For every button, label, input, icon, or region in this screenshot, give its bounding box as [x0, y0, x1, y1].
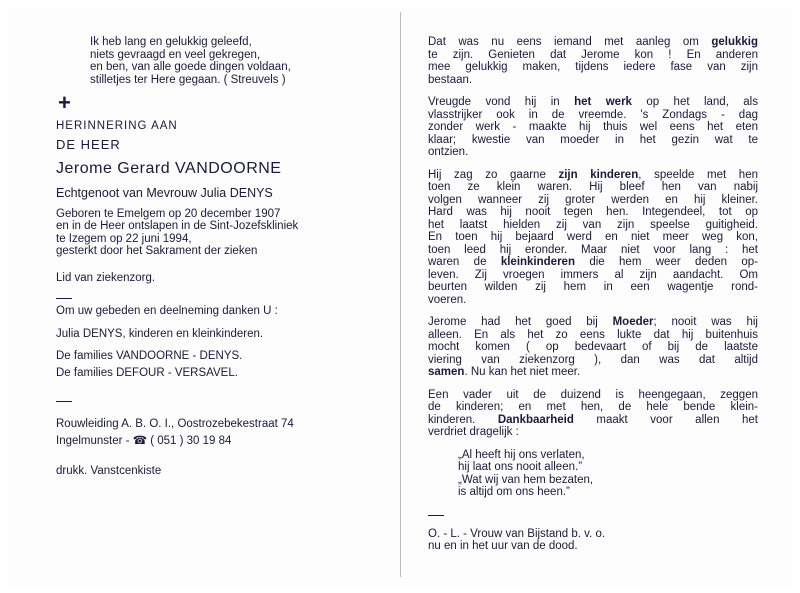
poem-line: niets gevraagd en veel gekregen, [90, 48, 261, 61]
paragraph-mother [428, 316, 758, 379]
text-line: viering van ziekenzorg ), dan was dat altijd [428, 353, 758, 366]
text-line: verdriet dragelijk : [428, 426, 519, 438]
opening-poem [90, 36, 386, 86]
text-line: het laatst hielden zij van zijn speelse guitigheid. [428, 218, 758, 231]
text-line: te zijn. Genieten dat Jerome kon ! En anderen [428, 48, 758, 61]
text-line: voeren. [428, 293, 467, 306]
funeral-phone-line: Ingelmunster - ☎ ( 051 ) 30 19 84 [56, 434, 232, 447]
text-line: klaar; kwestie van moeder in het gezin wat te [428, 133, 758, 146]
paragraph-father [428, 389, 758, 439]
fold-line [400, 12, 401, 577]
text-line: Hij zag zo gaarne zijn kinderen, speelde met hen [428, 168, 758, 181]
text-line: Dat was nu eens iemand met aanleg om gelukkig [428, 36, 758, 48]
text-line: toen leed hij eronder. Maar niet voor lang : het [428, 243, 758, 256]
cross-icon: + [58, 90, 71, 115]
separator [56, 401, 72, 402]
text-line: zonder werk - maakte hij thuis wel eens het eten [428, 121, 758, 133]
family-line: De families VANDOORNE - DENYS. [56, 350, 243, 362]
paragraph-children [428, 169, 758, 307]
text-line: Een vader uit de duizend is heengegaan, zeggen [428, 388, 758, 401]
text-line: Hard was hij nooit tegen hen. Integendeel, tot op [428, 206, 758, 218]
text-line: Jerome had het goed bij Moeder; nooit was hij [428, 316, 758, 328]
text-line: ontzien. [428, 146, 469, 158]
poem-line: Ik heb lang en gelukkig geleefd, [90, 36, 252, 48]
text-line: alleen. En als het zo eens lukte dat hij buitenhuis [428, 328, 758, 341]
text-line: de kinderen; en met hen, de hele bende klein- [428, 401, 758, 413]
family-line: Julia DENYS, kinderen en kleinkinderen. [56, 327, 264, 340]
printer-line: drukk. Vanstcenkiste [56, 465, 162, 477]
bio-line: te Izegem op 22 juni 1994, [56, 232, 192, 245]
poem-line: stilletjes ter Here gegaan. ( Streuvels ) [90, 73, 286, 86]
verse-line: „Wat wij van hem bezaten, [458, 473, 594, 486]
paragraph-work [428, 96, 758, 159]
thanks-line: Om uw gebeden en deelneming danken U : [56, 305, 278, 317]
right-page [428, 36, 758, 553]
text-line: vlasstrijker ook in de vreemde. 's Zondags - dag [428, 108, 758, 121]
bio-line: Geboren te Emelgem op 20 december 1907 [56, 207, 281, 220]
text-line: mee gelukkig maken, tijdens iedere fase van zijn [428, 61, 758, 73]
text-line: waren de kleinkinderen die hem weer deden op- [428, 256, 758, 268]
prayer-line: nu en in het uur van de dood. [428, 540, 578, 552]
separator [428, 515, 444, 516]
verse-line: is altijd om ons heen.” [458, 486, 570, 498]
family-line: De families DEFOUR - VERSAVEL. [56, 366, 238, 379]
text-line: mocht komen ( op bedevaart of bij de laatste [428, 341, 758, 353]
text-line: beurten wilden zij hem in een wagentje rond- [428, 281, 758, 293]
membership-line: Lid van ziekenzorg. [56, 271, 156, 284]
text-line: leven. Zij vroegen immers al zijn aandacht. Om [428, 268, 758, 281]
prayer-line: O. - L. - Vrouw van Bijstand b. v. o. [428, 527, 606, 540]
funeral-director-line: Rouwleiding A. B. O. I., Oostrozebekestraat 74 [56, 418, 294, 430]
text-line: samen. Nu kan het niet meer. [428, 366, 581, 378]
verse-line: „Al heeft hij ons verlaten, [458, 448, 585, 461]
bio-line: gesterkt door het Sakrament der zieken [56, 245, 258, 257]
remembrance-heading: HERINNERING AAN [56, 120, 178, 132]
biography [56, 208, 386, 258]
deceased-name: Jerome Gerard VANDOORNE [56, 160, 282, 177]
paragraph-happiness [428, 36, 758, 86]
verse-line: hij laat ons nooit alleen.” [458, 461, 583, 473]
text-line: volgen wanneer zij groter werden en hij kleiner. [428, 193, 758, 206]
text-line: bestaan. [428, 73, 473, 86]
poem-line: en ben, van alle goede dingen voldaan, [90, 61, 291, 73]
text-line: En toen hij bejaard werd en niet meer weg kon, [428, 231, 758, 243]
left-page [56, 36, 386, 478]
title-de-heer: DE HEER [56, 136, 121, 152]
separator [56, 298, 72, 299]
text-line: Vreugde vond hij in het werk op het land, als [428, 96, 758, 108]
closing-verse [458, 449, 758, 499]
text-line: kinderen. Dankbaarheid maakt voor allen het [428, 413, 758, 426]
spouse-line: Echtgenoot van Mevrouw Julia DENYS [56, 186, 273, 200]
text-line: toen ze klein waren. Hij bleef hen van nabij [428, 181, 758, 193]
bio-line: en in de Heer ontslapen in de Sint-Jozefskliniek [56, 220, 299, 232]
